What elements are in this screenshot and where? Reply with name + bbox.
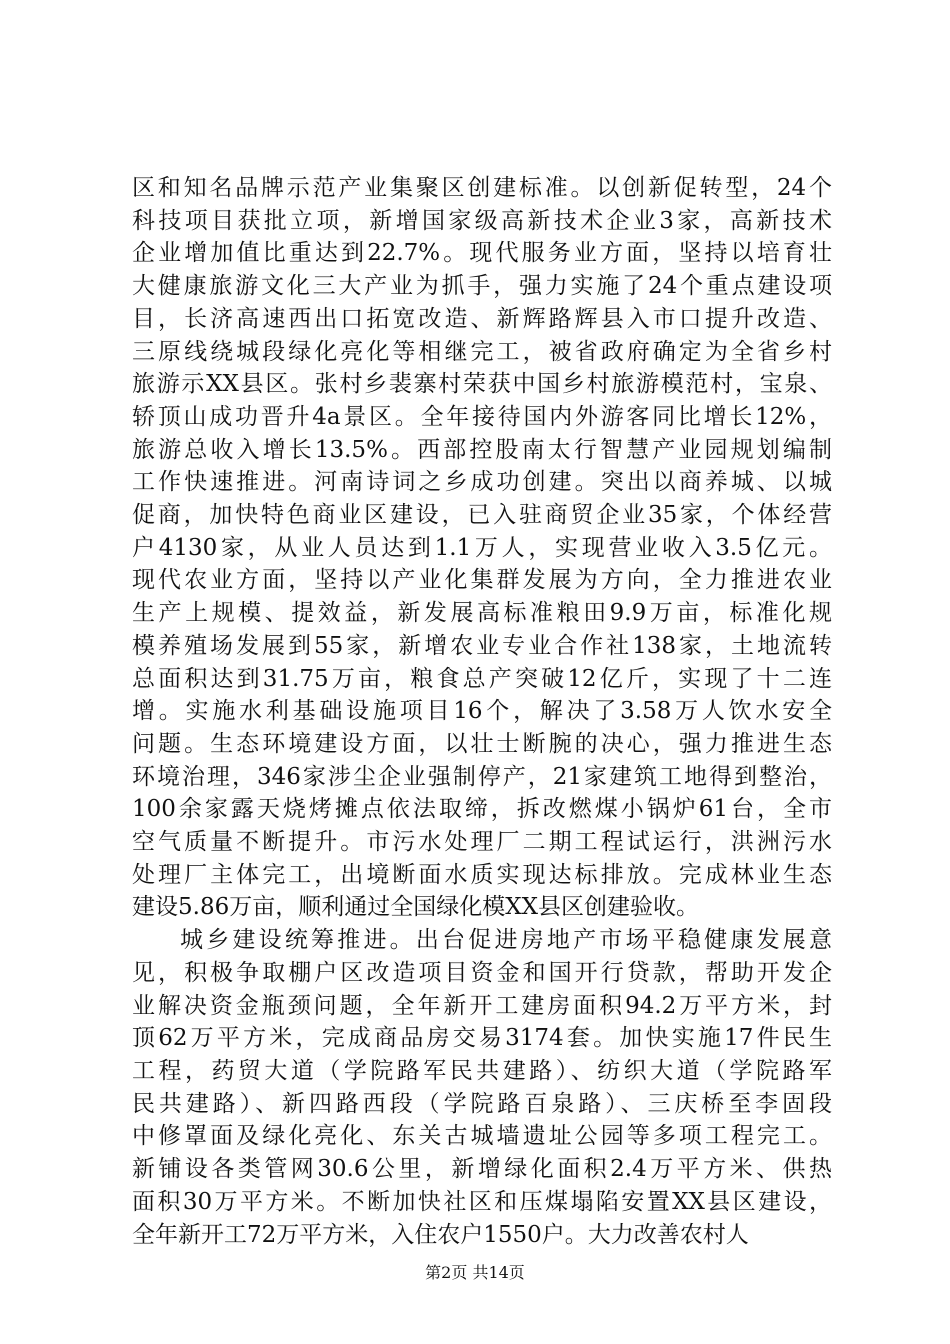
- document-body: [132, 172, 832, 1251]
- text-line: 模养殖场发展到55家，新增农业专业合作社138家，土地流转: [132, 632, 832, 659]
- text-line: 大健康旅游文化三大产业为抓手，强力实施了24个重点建设项: [132, 273, 832, 300]
- text-line: 促商，加快特色商业区建设，已入驻商贸企业35家，个体经营: [132, 502, 832, 529]
- text-line: 工程，药贸大道（学院路军民共建路）、纺织大道（学院路军: [132, 1057, 832, 1084]
- text-line: 旅游总收入增长13.5%。西部控股南太行智慧产业园规划编制: [132, 436, 832, 463]
- paragraph: [132, 172, 832, 924]
- text-line: 生产上规模、提效益，新发展高标准粮田9.9万亩，标准化规: [132, 600, 832, 627]
- text-line: 科技项目获批立项，新增国家级高新技术企业3家，高新技术: [132, 207, 832, 234]
- text-line: 户4130家，从业人员达到1.1万人，实现营业收入3.5亿元。: [132, 534, 832, 561]
- text-line: 区和知名品牌示范产业集聚区创建标准。以创新促转型，24个: [132, 175, 832, 201]
- text-line: 中修罩面及绿化亮化、东关古城墙遗址公园等多项工程完工。: [132, 1123, 832, 1150]
- text-line: 增。实施水利基础设施项目16个，解决了3.58万人饮水安全: [132, 698, 832, 725]
- text-line: 总面积达到31.75万亩，粮食总产突破12亿斤，实现了十二连: [132, 665, 832, 692]
- text-line: 环境治理，346家涉尘企业强制停产，21家建筑工地得到整治，: [132, 763, 832, 790]
- text-line: 新铺设各类管网30.6公里，新增绿化面积2.4万平方米、供热: [132, 1156, 832, 1183]
- page-footer: 第2页 共14页: [425, 1263, 525, 1282]
- text-line: 100余家露天烧烤摊点依法取缔，拆改燃煤小锅炉61台，全市: [132, 796, 832, 823]
- text-line: 问题。生态环境建设方面，以壮士断腕的决心，强力推进生态: [132, 730, 832, 757]
- text-line: 目，长济高速西出口拓宽改造、新辉路辉县入市口提升改造、: [132, 305, 832, 332]
- paragraph: [132, 924, 832, 1251]
- text-line: 旅游示XX县区。张村乡裴寨村荣获中国乡村旅游模范村，宝泉、: [132, 371, 832, 398]
- text-line: 面积30万平方米。不断加快社区和压煤塌陷安置XX县区建设，: [132, 1188, 832, 1215]
- text-line: 顶62万平方米，完成商品房交易3174套。加快实施17件民生: [132, 1025, 832, 1052]
- text-line: 业解决资金瓶颈问题，全年新开工建房面积94.2万平方米，封: [132, 992, 832, 1019]
- text-line: 三原线绕城段绿化亮化等相继完工，被省政府确定为全省乡村: [132, 338, 832, 365]
- text-line: 企业增加值比重达到22.7%。现代服务业方面，坚持以培育壮: [132, 240, 832, 267]
- text-line: 工作快速推进。河南诗词之乡成功创建。突出以商养城、以城: [132, 469, 832, 496]
- text-line: 见，积极争取棚户区改造项目资金和国开行贷款，帮助开发企: [132, 959, 832, 986]
- text-line: 城乡建设统筹推进。出台促进房地产市场平稳健康发展意: [180, 927, 832, 954]
- text-line: 轿顶山成功晋升4a景区。全年接待国内外游客同比增长12%，: [132, 403, 832, 430]
- text-line: 现代农业方面，坚持以产业化集群发展为方向，全力推进农业: [132, 567, 832, 594]
- text-line: 民共建路）、新四路西段（学院路百泉路）、三庆桥至李固段: [132, 1090, 832, 1117]
- text-line: 全年新开工72万平方米，入住农户1550户。大力改善农村人: [132, 1221, 749, 1248]
- text-line: 处理厂主体完工，出境断面水质实现达标排放。完成林业生态: [132, 861, 832, 888]
- text-line: 建设5.86万亩，顺利通过全国绿化模XX县区创建验收。: [132, 894, 699, 921]
- text-line: 空气质量不断提升。市污水处理厂二期工程试运行，洪洲污水: [132, 829, 832, 856]
